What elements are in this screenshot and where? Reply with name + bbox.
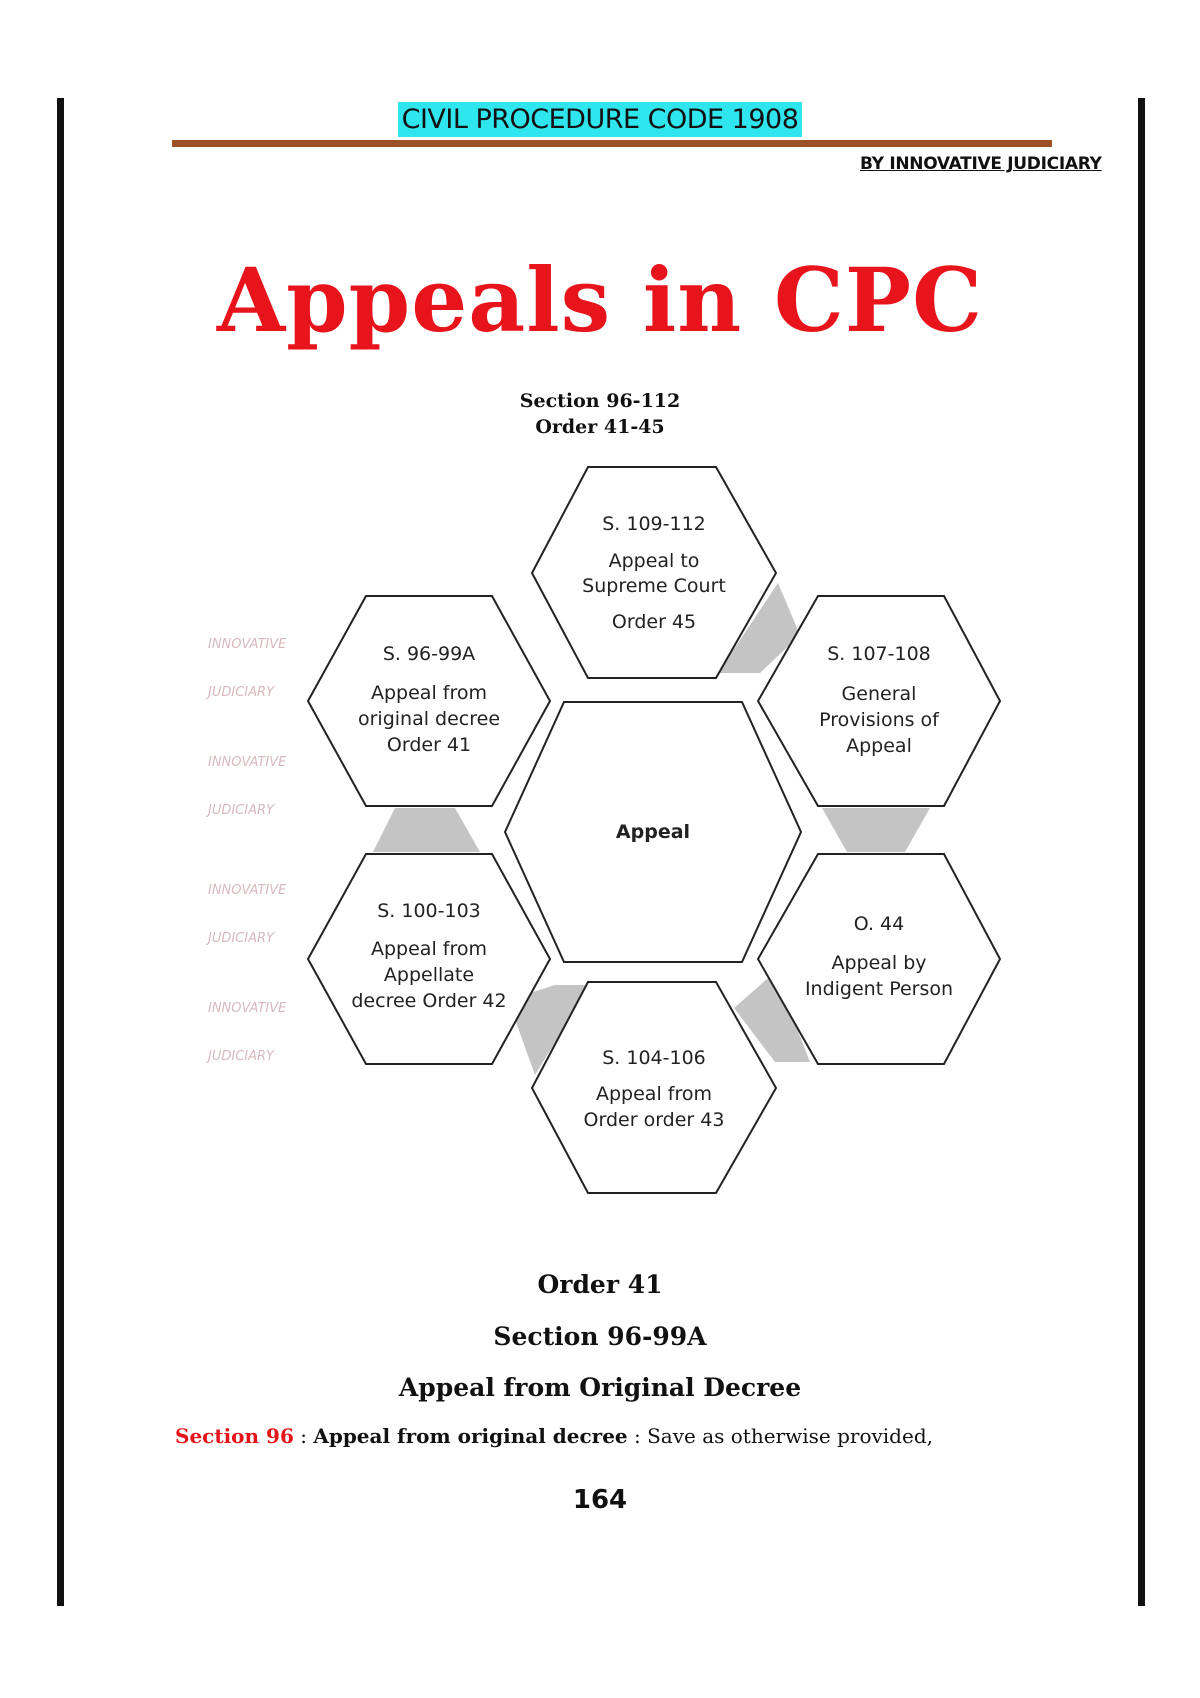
hex-upper-left-line: Order 41 [386, 734, 472, 756]
page-number: 164 [572, 1485, 628, 1515]
heading-section: Section 96-99A [493, 1322, 707, 1351]
connector-lower-left-upper-left [373, 808, 480, 852]
watermark-text: JUDICIARY [208, 803, 274, 818]
hex-upper-right-line: Appeal [846, 735, 912, 757]
hex-upper-right-line: S. 107-108 [827, 643, 931, 665]
hex-center-label: Appeal [615, 821, 691, 843]
hex-lower-left-line: Appeal from [371, 938, 487, 960]
hex-lower-left-line: Appellate [383, 964, 475, 986]
heading-order: Order 41 [537, 1270, 663, 1299]
hex-bottom-line: S. 104-106 [602, 1047, 706, 1069]
hex-bottom-text [584, 1047, 725, 1131]
watermark-text: INNOVATIVE [208, 637, 287, 652]
main-title: Appeals in CPC [216, 248, 984, 352]
watermark-text: JUDICIARY [208, 685, 274, 700]
hex-lower-right-line: Indigent Person [804, 978, 954, 1000]
hex-lower-right-line: O. 44 [853, 913, 905, 935]
byline: BY INNOVATIVE JUDICIARY [860, 154, 1102, 174]
hex-upper-left-line: S. 96-99A [382, 643, 476, 665]
watermark-text: INNOVATIVE [208, 883, 287, 898]
hex-bottom-line: Appeal from [596, 1083, 712, 1105]
separator: : [627, 1424, 648, 1448]
hex-upper-left-line: original decree [357, 708, 501, 730]
hex-bottom-line: Order order 43 [583, 1109, 725, 1131]
connector-upper-right-lower-right [822, 808, 930, 852]
watermark [205, 637, 287, 1064]
hex-upper-left-line: Appeal from [371, 682, 487, 704]
section-96-paragraph [175, 1424, 933, 1448]
header-title-text: CIVIL PROCEDURE CODE 1908 [398, 102, 803, 137]
subtitle-sections: Section 96-112 [519, 390, 681, 412]
paragraph-bold-text: Appeal from original decree [313, 1424, 628, 1448]
hex-upper-right-line: General [841, 683, 917, 705]
hex-top-line: Order 45 [611, 611, 697, 633]
watermark-text: INNOVATIVE [208, 755, 287, 770]
heading-topic: Appeal from Original Decree [398, 1373, 802, 1402]
hex-upper-right-line: Provisions of [819, 709, 939, 731]
hex-top-line: Supreme Court [582, 575, 726, 597]
section-label: Section 96 [175, 1424, 294, 1448]
watermark-text: JUDICIARY [208, 931, 274, 946]
separator: : [293, 1424, 314, 1448]
subtitle-orders: Order 41-45 [535, 416, 665, 438]
paragraph-text: Save as otherwise provided, [647, 1424, 933, 1448]
hex-lower-left-line: decree Order 42 [351, 990, 507, 1012]
hex-top-line: S. 109-112 [602, 513, 706, 535]
hex-lower-right-line: Appeal by [831, 952, 927, 974]
watermark-text: JUDICIARY [208, 1049, 274, 1064]
hex-top-line: Appeal to [608, 550, 700, 572]
watermark-text: INNOVATIVE [208, 1001, 287, 1016]
hex-lower-left-line: S. 100-103 [377, 900, 481, 922]
